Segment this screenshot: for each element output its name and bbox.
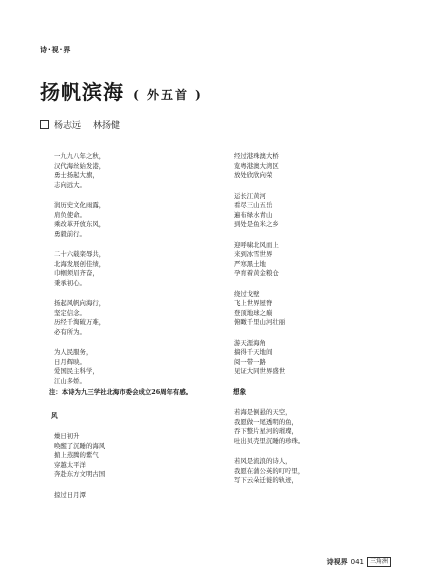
poem-line: 登顶地球之巅 [234,308,273,317]
poem-line: 乘改革开放东风， [54,220,106,228]
page-footer [327,557,391,567]
poem-note: 注：本诗为九三学社北海市委会成立26周年有感。 [49,388,193,396]
poem-line: 奔赴东方文明古国 [54,470,106,478]
poem-line: 北海发展创佳绩， [54,259,106,268]
stanza [234,290,404,328]
poem-line: 放处欣欣向荣 [234,171,273,179]
poem-line: 爱国民主科学， [54,367,99,375]
left-column [49,152,224,511]
poem-line: 吞下整片星河的璀璨， [234,427,298,435]
poem-title-imagination: 想象 [233,387,247,396]
poem-line: 为人民服务， [54,348,93,356]
poem-line: 汉代海丝始发港， [54,161,106,170]
stanza [234,241,404,279]
stanza [54,152,224,190]
square-icon [40,120,49,129]
page-title [40,76,203,105]
stanza [234,192,404,230]
poem-line: 来到冰雪世界 [234,250,273,258]
poem-line: 勇毅前行。 [54,229,86,238]
poem-line: 唤醒了沉睡的海风 [54,441,106,450]
poem-line: 飞上世界屋脊 [234,299,273,307]
stanza [234,339,404,377]
poem-line: 搞得千天地间 [234,348,273,356]
poem-line: 遍布绿水青山 [234,210,273,219]
author-name: 杨志远 [54,121,82,131]
poem-line: 秉承初心。 [54,278,86,287]
right-column [234,152,404,497]
stanza [54,491,224,501]
poem-line: 若风是流浪的诗人， [234,457,292,465]
stanza [234,408,404,446]
poem-line: 扬起风帆向海行， [54,299,106,307]
stanza [54,299,224,337]
poem-line: 见证大同世界盛世 [234,367,286,375]
poem-line: 润历史文化雨露， [54,201,106,209]
poem-line: 运长江黄河 [234,191,266,200]
poem-line: 必有所为。 [54,327,86,336]
stanza [234,457,404,486]
poem-line: 俯瞰千里山河壮丽 [234,318,286,326]
poem-line: 阅一带一路 [234,357,266,366]
poem-line: 迎呼啸北风而上 [234,240,279,249]
stanza [234,152,404,181]
authors-line [40,118,132,131]
stanza [54,348,224,386]
poem-line: 游天涯海角 [234,338,266,347]
title-subtitle: ( 外五首 ) [133,88,203,102]
poem-line: 日月辉映。 [54,357,86,366]
poem-line: 若海是倒悬的天空， [234,408,292,416]
poem-line: 掮上蒸腾的紫气 [54,451,99,459]
stanza [54,250,224,288]
poem-line: 肩负使命。 [54,210,86,219]
poem-line: 看尽三山五岳 [234,201,273,209]
page-number: 041 [350,558,364,566]
poem-line: 吐出贝壳里沉睡的珍珠。 [234,436,305,445]
poem-line: 坚定信念。 [54,308,86,317]
poem-line: 巾帼须眉齐奋， [54,269,99,277]
poem-line: 勇士扬起大旗， [54,171,99,179]
poem-line: 写下云朵迁徙的轨迹， [234,476,298,484]
poem-title-wind: 风 [51,411,58,420]
poem-line: 志向远大。 [54,180,86,189]
magazine-name: 诗视界 [326,558,348,566]
title-main: 扬帆滨海 [40,80,124,104]
poem-line: 我愿做一尾透明的鱼， [234,417,298,426]
section-label: 诗·视·界 [40,46,72,54]
poem-line: 穿越太平洋 [54,460,86,469]
poem-line: 到处是鱼米之乡 [234,220,279,228]
poem-line: 二十六载栾辱共， [54,250,106,258]
poem-line: 严寒黑土地 [234,259,266,268]
poem-line: 我愿在蒲公英的叮咛里， [234,466,305,475]
poem-line: 绕过戈壁 [234,289,260,298]
stanza [54,432,224,480]
poem-line: 历经千淘破万难， [54,318,106,326]
poem-line: 燥日初升 [54,432,80,440]
poem-line: 一九九八年之秋， [54,152,106,160]
poem-line: 掠过日月潭 [54,490,86,499]
magazine-logo: 三角洲 [367,557,391,567]
poem-line: 江山多娇。 [54,376,86,385]
author-name: 林扬健 [93,121,121,131]
poem-line: 览粤港澳大湾区 [234,161,279,170]
stanza [54,201,224,239]
poem-line: 孕育着黄金粮仓 [234,269,279,277]
poem-line: 经过港珠澳大桥 [234,152,279,160]
